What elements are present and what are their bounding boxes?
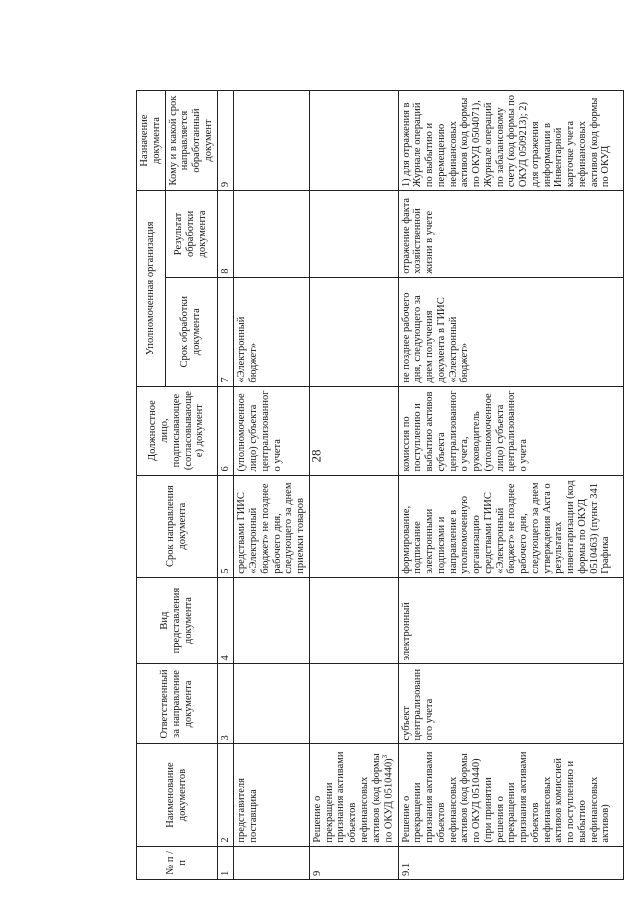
cell-responsible bbox=[234, 664, 310, 744]
cell-official bbox=[309, 386, 398, 475]
cell-view: электронный bbox=[398, 577, 623, 664]
cell-process-term bbox=[309, 277, 398, 386]
page-number: 28 bbox=[308, 449, 324, 463]
cell-view bbox=[309, 577, 398, 664]
column-number: 1 bbox=[217, 846, 234, 879]
cell-responsible bbox=[309, 664, 398, 744]
cell-deadline: средствами ГИИС «Электронный бюджет» не позднее рабочего дня, следующего за днем приемки товаров bbox=[234, 475, 310, 577]
header-result: Результат обработки документа bbox=[165, 191, 217, 278]
header-num: № п / п bbox=[137, 846, 218, 879]
header-process-term: Срок обработки документа bbox=[165, 277, 217, 386]
header-responsible: Ответственный за направление документа bbox=[137, 664, 218, 744]
table-row bbox=[398, 91, 623, 880]
column-number: 3 bbox=[217, 664, 234, 744]
footnote-mark: 3 bbox=[381, 754, 390, 759]
cell-result: отражение факта хозяйственной жизни в учете bbox=[398, 191, 623, 278]
cell-official: (уполномоченное лицо) субъекта централизованного учета bbox=[234, 386, 310, 475]
header-view: Вид представления документа bbox=[137, 577, 218, 664]
cell-name-text: Решение о прекращении признания активами объектов нефинансовых активов (код формы по ОКУД 0510440) bbox=[311, 751, 395, 843]
cell-num bbox=[234, 846, 310, 879]
cell-result bbox=[309, 191, 398, 278]
cell-responsible: субъект централизованного учета bbox=[398, 664, 623, 744]
cell-official: комиссия по поступлению и выбытию активов субъекта централизованного учета, руководитель (уполномоченное лицо) субъекта централизованного учета bbox=[398, 386, 623, 475]
cell-num: 9.1 bbox=[398, 846, 623, 879]
table-row bbox=[234, 91, 310, 880]
cell-deadline: формирование, подписание электронными подписями и направление в уполномоченную организацию средствами ГИИС «Электронный бюджет» не позднее рабочего дня, следующего за днем утверждения Акта о результатах инвентаризации (код формы по ОКУД 0510463) (пункт 341 Графика bbox=[398, 475, 623, 577]
header-official: Должностное лицо, подписывающее (согласовывающее) документ bbox=[137, 386, 218, 475]
column-number: 8 bbox=[217, 191, 234, 278]
header-purpose: Кому и в какой срок направляется обработанный документ bbox=[165, 91, 217, 191]
column-number: 9 bbox=[217, 91, 234, 191]
cell-deadline bbox=[309, 475, 398, 577]
header-group-purpose: Назначение документа bbox=[137, 91, 166, 191]
column-number: 4 bbox=[217, 577, 234, 664]
rotated-sheet bbox=[136, 90, 612, 880]
header-row-1 bbox=[137, 91, 166, 880]
cell-name: представителя поставщика bbox=[234, 744, 310, 846]
cell-purpose bbox=[309, 91, 398, 191]
column-number: 5 bbox=[217, 475, 234, 577]
header-name: Наименование документов bbox=[137, 744, 218, 846]
column-number: 7 bbox=[217, 277, 234, 386]
header-group-authorized: Уполномоченная организация bbox=[137, 191, 166, 387]
column-number: 6 bbox=[217, 386, 234, 475]
header-deadline: Срок направления документа bbox=[137, 475, 218, 577]
table-row bbox=[309, 91, 398, 880]
cell-name: Решение о прекращении признания активами объектов нефинансовых активов (код формы по ОКУД 0510440) (при принятии решения о прекращении признания активами объектов нефинансовых активов комиссией по поступлению и выбытию нефинансовых активов) bbox=[398, 744, 623, 846]
cell-name bbox=[309, 744, 398, 846]
cell-num: 9 bbox=[309, 846, 398, 879]
column-number: 2 bbox=[217, 744, 234, 846]
cell-view bbox=[234, 577, 310, 664]
cell-purpose bbox=[234, 91, 310, 191]
cell-process-term: «Электронный бюджет» bbox=[234, 277, 310, 386]
column-number-row bbox=[217, 91, 234, 880]
document-table bbox=[136, 90, 624, 880]
cell-process-term: не позднее рабочего дня, следующего за днем получения документа в ГИИС «Электронный бюджет» bbox=[398, 277, 623, 386]
cell-purpose: 1) для отражения в Журнале операций по выбытию и перемещению нефинансовых активов (код формы по ОКУД 0504071), Журнале операций по забалансовому счету (код формы по ОКУД 0509213); 2) для отражения информации в Инвентарной карточке учета нефинансовых активов (код формы по ОКУД bbox=[398, 91, 623, 191]
cell-result bbox=[234, 191, 310, 278]
